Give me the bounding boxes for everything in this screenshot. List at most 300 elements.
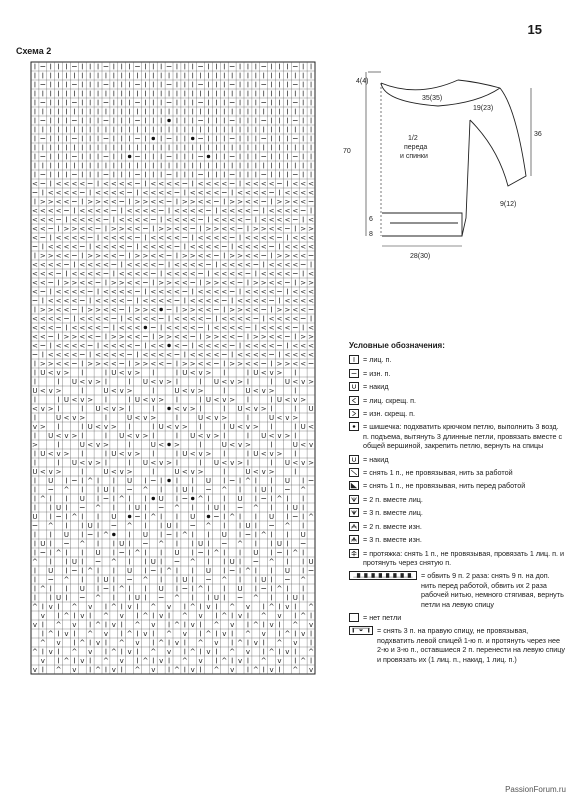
chart-cell-symbol: v (230, 377, 235, 387)
chart-cell-symbol: < (173, 323, 180, 333)
chart-cell-symbol: U (174, 386, 180, 396)
chart-cell-symbol: < (150, 188, 157, 198)
chart-cell-symbol: U (182, 449, 188, 459)
chart-cell-symbol: < (237, 215, 244, 225)
chart-cell-symbol: < (189, 206, 196, 216)
chart-title: Схема 2 (16, 46, 52, 56)
chart-cell-symbol: < (181, 386, 188, 396)
chart-cell-symbol: < (189, 314, 196, 324)
chart-cell-symbol: ^ (221, 575, 228, 585)
chart-cell-symbol: ^ (63, 656, 70, 666)
chart-cell-symbol: < (55, 359, 62, 369)
chart-cell-symbol: < (63, 359, 70, 369)
chart-cell-symbol: > (31, 440, 38, 450)
chart-cell-symbol: < (55, 242, 62, 252)
chart-cell-symbol: < (284, 260, 291, 270)
chart-cell-symbol: < (244, 287, 251, 297)
chart-cell-symbol: U (48, 566, 54, 576)
chart-cell-symbol: v (56, 449, 61, 459)
chart-cell-symbol: v (301, 458, 306, 468)
legend-item (349, 355, 565, 364)
chart-cell-symbol: < (221, 287, 228, 297)
chart-cell-symbol: < (189, 449, 196, 459)
chart-cell-symbol: < (31, 314, 38, 324)
chart-cell-symbol: v (95, 440, 101, 450)
legend-text: = 2 п. вместе изн. (363, 521, 422, 531)
legend-symbol-icon (349, 508, 359, 517)
legend-symbol-icon (349, 571, 417, 580)
chart-cell-symbol: < (79, 206, 86, 216)
chart-cell-symbol: v (143, 413, 148, 423)
chart-cell-symbol: v (127, 449, 132, 459)
chart-cell-symbol: U (213, 458, 219, 468)
chart-cell-symbol: > (142, 431, 149, 441)
chart-cell-bobble (167, 479, 170, 482)
chart-cell-symbol: < (173, 260, 180, 270)
chart-cell-symbol: > (268, 386, 275, 396)
chart-cell-symbol: U (158, 494, 164, 504)
chart-cell-symbol: < (252, 305, 259, 315)
chart-cell-symbol: < (268, 278, 275, 288)
chart-cell-symbol: > (39, 359, 46, 369)
chart-cell-symbol: > (181, 359, 188, 369)
chart-cell-symbol: < (197, 314, 204, 324)
garment-schematic (338, 58, 542, 273)
chart-cell-symbol: v (111, 404, 116, 414)
chart-cell-symbol: ^ (31, 602, 38, 612)
chart-cell-symbol: < (39, 260, 46, 270)
chart-cell-symbol: < (284, 314, 291, 324)
chart-cell-symbol: < (150, 251, 157, 261)
chart-cell-symbol: < (276, 215, 283, 225)
chart-cell-symbol: < (63, 341, 70, 351)
chart-cell-symbol: < (237, 242, 244, 252)
chart-cell-symbol: < (158, 188, 165, 198)
chart-cell-symbol: < (260, 341, 267, 351)
chart-cell-symbol: > (55, 467, 62, 477)
chart-cell-symbol: < (213, 215, 220, 225)
chart-cell-symbol: < (166, 350, 173, 360)
legend-text: = 3 п. вместе лиц. (363, 508, 423, 518)
chart-cell-symbol: v (127, 647, 132, 657)
chart-cell-symbol: U (134, 503, 141, 513)
chart-cell-symbol: < (205, 287, 212, 297)
chart-cell-symbol: < (197, 188, 204, 198)
chart-cell-symbol: < (292, 314, 299, 324)
chart-cell-symbol: < (181, 323, 188, 333)
chart-cell-symbol: v (64, 629, 69, 639)
chart-cell-symbol: < (47, 188, 54, 198)
chart-cell-symbol: < (189, 323, 196, 333)
legend-item (349, 571, 565, 609)
chart-cell-symbol: < (102, 179, 109, 189)
chart-cell-symbol: ^ (284, 521, 291, 531)
chart-cell-symbol: < (63, 413, 70, 423)
chart-cell-symbol: < (47, 368, 54, 378)
chart-cell-symbol: ^ (197, 494, 204, 504)
chart-cell-symbol: > (300, 332, 307, 342)
chart-cell-symbol: < (221, 377, 228, 387)
chart-cell-symbol: < (134, 269, 141, 279)
chart-cell-symbol: ^ (197, 584, 204, 594)
chart-cell-symbol: < (71, 188, 78, 198)
chart-cell-symbol: < (260, 188, 267, 198)
chart-cell-symbol: ^ (126, 629, 133, 639)
chart-cell-symbol: v (308, 620, 314, 630)
chart-cell-symbol: v (111, 665, 116, 675)
chart-cell-symbol: v (48, 386, 53, 396)
chart-cell-symbol: U (182, 485, 188, 495)
chart-cell-symbol: < (276, 278, 283, 288)
chart-cell-symbol: < (87, 215, 94, 225)
chart-cell-symbol: < (237, 206, 244, 216)
chart-cell-symbol: ^ (260, 530, 267, 540)
chart-cell-symbol: > (284, 359, 291, 369)
chart-cell-symbol: < (221, 458, 228, 468)
chart-cell-symbol: < (252, 233, 259, 243)
chart-cell-symbol: U (63, 530, 70, 540)
legend-text: = лиц. скрещ. п. (363, 395, 417, 405)
chart-cell-symbol: < (102, 197, 109, 207)
chart-cell-symbol: > (102, 440, 109, 450)
chart-cell-symbol: < (166, 422, 173, 432)
chart-cell-symbol: > (229, 197, 236, 207)
chart-cell-symbol: < (95, 188, 102, 198)
chart-cell-symbol: U (198, 539, 204, 549)
chart-cell-symbol: < (47, 296, 54, 306)
chart-cell-symbol: < (308, 422, 315, 432)
chart-cell-symbol: ^ (237, 539, 244, 549)
piece-name-2: переда (404, 144, 428, 151)
chart-cell-symbol: < (63, 296, 70, 306)
chart-cell-symbol: v (190, 467, 195, 477)
chart-cell-symbol: < (55, 206, 62, 216)
chart-cell-symbol: < (142, 395, 149, 405)
legend-symbol-icon (349, 455, 359, 464)
chart-cell-symbol: v (206, 431, 211, 441)
chart-cell-symbol: U (56, 593, 62, 603)
chart-cell-symbol: < (63, 188, 70, 198)
chart-cell-symbol: ^ (244, 629, 251, 639)
body-side (462, 120, 470, 236)
chart-cell-symbol: < (229, 440, 236, 450)
chart-cell-symbol: < (276, 413, 283, 423)
chart-cell-symbol: > (118, 278, 125, 288)
chart-cell-symbol: < (276, 224, 283, 234)
chart-cell-bobble (191, 137, 194, 140)
chart-cell-symbol: < (260, 269, 267, 279)
chart-cell-symbol: < (166, 188, 173, 198)
chart-cell-symbol: U (237, 584, 243, 594)
chart-cell-symbol: < (142, 350, 149, 360)
chart-cell-symbol: > (189, 359, 196, 369)
chart-cell-symbol: < (150, 314, 157, 324)
chart-cell-symbol: > (47, 305, 54, 315)
chart-cell-symbol: U (56, 503, 62, 513)
chart-cell-symbol: v (127, 368, 132, 378)
chart-cell-symbol: < (221, 179, 228, 189)
chart-cell-symbol: > (47, 359, 54, 369)
chart-cell-symbol: < (292, 287, 299, 297)
chart-cell-symbol: v (56, 368, 61, 378)
chart-cell-symbol: < (142, 206, 149, 216)
chart-cell-symbol: < (300, 251, 307, 261)
chart-cell-symbol: < (292, 458, 299, 468)
chart-cell-symbol: > (276, 368, 283, 378)
chart-cell-symbol: ^ (189, 647, 196, 657)
chart-cell-symbol: < (300, 233, 307, 243)
chart-cell-symbol: > (213, 278, 220, 288)
chart-cell-symbol: < (79, 458, 86, 468)
chart-cell-symbol: U (111, 449, 117, 459)
chart-cell-symbol: < (244, 404, 251, 414)
chart-cell-symbol: < (268, 314, 275, 324)
legend-text: = накид (363, 454, 389, 464)
chart-cell-symbol: < (166, 269, 173, 279)
chart-cell-symbol: U (32, 386, 38, 396)
chart-cell-symbol: U (182, 575, 188, 585)
chart-cell-symbol: < (95, 260, 102, 270)
chart-cell-symbol: < (71, 296, 78, 306)
chart-cell-symbol: U (174, 467, 180, 477)
chart-cell-symbol: ^ (102, 656, 109, 666)
chart-cell-symbol: U (103, 386, 109, 396)
chart-cell-symbol: < (213, 233, 220, 243)
chart-cell-symbol: < (134, 260, 141, 270)
chart-cell-symbol: U (221, 440, 227, 450)
chart-cell-symbol: < (268, 233, 275, 243)
chart-cell-symbol: > (237, 377, 244, 387)
chart-cell-symbol: < (173, 314, 180, 324)
chart-cell-symbol: < (197, 260, 204, 270)
hem-label-1: 6 (369, 216, 373, 223)
chart-cell-symbol: ^ (308, 602, 315, 612)
chart-cell-symbol: U (253, 548, 259, 558)
chart-cell-symbol: < (134, 278, 141, 288)
chart-cell-symbol: U (111, 368, 117, 378)
chart-cell-symbol: < (55, 287, 62, 297)
chart-cell-symbol: < (221, 206, 228, 216)
chart-cell-symbol: < (268, 260, 275, 270)
chart-cell-symbol: v (80, 656, 85, 666)
legend-text: = снять 1 п., не провязывая, нить за работой (363, 468, 513, 478)
chart-cell-symbol: > (284, 197, 291, 207)
chart-cell-symbol: v (198, 368, 203, 378)
chart-cell-symbol: < (292, 296, 299, 306)
chart-cell-symbol: < (71, 269, 78, 279)
chart-cell-symbol: > (213, 224, 220, 234)
chart-cell-symbol: < (87, 278, 94, 288)
chart-cell-symbol: < (276, 260, 283, 270)
chart-cell-symbol: v (269, 368, 274, 378)
chart-cell-symbol: < (118, 188, 125, 198)
chart-cell-symbol: v (206, 602, 211, 612)
chart-cell-bobble (159, 308, 162, 311)
chart-cell-symbol: ^ (150, 512, 157, 522)
chart-cell-symbol: < (55, 233, 62, 243)
chart-cell-symbol: v (166, 602, 172, 612)
chart-cell-symbol: < (134, 206, 141, 216)
chart-cell-symbol: U (79, 440, 85, 450)
cuff-label: 9(12) (500, 201, 517, 208)
chart-cell-symbol: < (252, 251, 259, 261)
chart-cell-symbol: U (245, 521, 251, 531)
chart-cell-symbol: > (276, 251, 283, 261)
chart-cell-symbol: < (79, 233, 86, 243)
chart-cell-symbol: < (229, 215, 236, 225)
shoulder-line (458, 80, 500, 88)
chart-cell-symbol: > (134, 305, 141, 315)
chart-cell-symbol: ^ (252, 620, 259, 630)
chart-cell-symbol: < (308, 188, 315, 198)
chart-cell-symbol: < (268, 269, 275, 279)
chart-cell-symbol: < (252, 197, 259, 207)
chart-cell-bobble (207, 155, 210, 158)
chart-cell-symbol: < (244, 359, 251, 369)
chart-cell-symbol: > (95, 458, 102, 468)
chart-cell-symbol: < (95, 323, 102, 333)
chart-cell-symbol: < (31, 278, 38, 288)
chart-cell-symbol: > (237, 359, 244, 369)
chart-cell-symbol: < (221, 314, 228, 324)
chart-cell-bobble (152, 137, 155, 140)
chart-cell-symbol: > (276, 305, 283, 315)
chart-cell-symbol: ^ (292, 548, 299, 558)
chart-cell-symbol: < (79, 215, 86, 225)
chart-cell-symbol: < (189, 350, 196, 360)
chart-cell-symbol: < (63, 305, 70, 315)
chart-cell-symbol: U (198, 413, 204, 423)
chart-cell-symbol: > (308, 278, 315, 288)
chart-cell-symbol: < (205, 233, 212, 243)
chart-cell-symbol: ^ (276, 584, 283, 594)
chart-cell-symbol: < (63, 251, 70, 261)
chart-cell-symbol: > (47, 404, 54, 414)
chart-cell-symbol: < (292, 179, 299, 189)
chart-cell-symbol: > (126, 386, 133, 396)
legend-text: = изн. п. (363, 368, 391, 378)
chart-cell-symbol: < (244, 197, 251, 207)
chart-cell-symbol: ^ (39, 584, 46, 594)
chart-cell-symbol: v (80, 611, 85, 621)
chart-cell-symbol: < (87, 269, 94, 279)
chart-cell-symbol: v (269, 665, 274, 675)
chart-cell-symbol: ^ (142, 611, 149, 621)
chart-cell-symbol: U (245, 467, 251, 477)
chart-cell-symbol: ^ (173, 620, 180, 630)
chart-cell-symbol: ^ (189, 602, 196, 612)
chart-cell-symbol: < (181, 206, 188, 216)
legend-item (349, 535, 565, 544)
chart-cell-symbol: < (55, 296, 62, 306)
chart-cell-symbol: < (205, 305, 212, 315)
chart-cell-symbol: < (268, 215, 275, 225)
chart-cell-symbol: < (39, 314, 46, 324)
chart-cell-symbol: < (252, 386, 259, 396)
chart-cell-symbol: < (292, 341, 299, 351)
chart-cell-symbol: < (205, 242, 212, 252)
chart-cell-symbol: < (126, 341, 133, 351)
legend-item (349, 382, 565, 391)
chart-cell-symbol: v (151, 665, 156, 675)
chart-cell-symbol: U (229, 557, 235, 567)
chart-cell-symbol: > (284, 251, 291, 261)
chart-cell-symbol: < (308, 269, 315, 279)
chart-cell-symbol: v (151, 395, 156, 405)
chart-cell-symbol: < (31, 287, 38, 297)
chart-cell-symbol: < (292, 251, 299, 261)
chart-cell-symbol: v (40, 404, 45, 414)
neck-depth-label: 4(4) (356, 78, 369, 85)
chart-cell-symbol: < (244, 188, 251, 198)
chart-cell-symbol: < (150, 359, 157, 369)
legend-text: = снять 1 п., не провязывая, нить перед работой (363, 481, 526, 491)
chart-cell-symbol: < (300, 179, 307, 189)
chart-cell-symbol: < (110, 305, 117, 315)
chart-cell-symbol: < (221, 323, 228, 333)
chart-cell-symbol: < (47, 215, 54, 225)
chart-cell-symbol: v (111, 620, 116, 630)
chart-cell-symbol: < (39, 215, 46, 225)
chart-cell-symbol: > (276, 449, 283, 459)
chart-cell-symbol: > (63, 278, 70, 288)
chart-cell-symbol: < (244, 350, 251, 360)
chart-cell-symbol: < (158, 341, 165, 351)
chart-cell-symbol: v (261, 386, 266, 396)
chart-cell-symbol: > (308, 458, 315, 468)
chart-cell-symbol: < (268, 206, 275, 216)
chart-cell-symbol: < (118, 242, 125, 252)
chart-cell-symbol: < (63, 179, 70, 189)
chart-cell-symbol: < (55, 305, 62, 315)
chart-cell-symbol: U (205, 566, 212, 576)
chart-cell-symbol: ^ (221, 656, 228, 666)
chart-cell-symbol: ^ (173, 665, 180, 675)
chart-cell-symbol: v (190, 665, 195, 675)
chart-cell-symbol: ^ (205, 521, 212, 531)
chart-cell-symbol: < (268, 431, 275, 441)
chart-cell-symbol: ^ (308, 647, 315, 657)
chart-cell-symbol: v (166, 647, 172, 657)
chart-cell-symbol: < (268, 287, 275, 297)
chart-cell-symbol: < (110, 296, 117, 306)
chart-cell-symbol: < (205, 179, 212, 189)
chart-cell-symbol: ^ (221, 485, 228, 495)
chart-cell-symbol: ^ (252, 503, 259, 513)
legend-symbol-icon (349, 382, 359, 391)
chart-cell-symbol: < (118, 296, 125, 306)
chart-cell-symbol: < (118, 350, 125, 360)
chart-cell-symbol: v (159, 656, 164, 666)
chart-cell-symbol: < (197, 206, 204, 216)
chart-cell-symbol: U (166, 521, 172, 531)
chart-cell-symbol: < (95, 215, 102, 225)
chart-cell-symbol: ^ (55, 665, 62, 675)
chart-cell-symbol: < (308, 287, 315, 297)
chart-cell-symbol: > (252, 224, 259, 234)
chart-cell-symbol: ^ (110, 557, 117, 567)
chart-cell-symbol: v (198, 611, 203, 621)
chart-cell-symbol: < (79, 269, 86, 279)
chart-cell-symbol: > (181, 197, 188, 207)
chart-cell-symbol: < (213, 323, 220, 333)
knitting-chart (31, 62, 315, 674)
chart-cell-symbol: < (55, 197, 62, 207)
chart-cell-symbol: ^ (118, 494, 125, 504)
chart-cell-symbol: v (222, 395, 227, 405)
legend-text: = 2 п. вместе лиц. (363, 494, 423, 504)
chart-cell-symbol: > (260, 278, 267, 288)
